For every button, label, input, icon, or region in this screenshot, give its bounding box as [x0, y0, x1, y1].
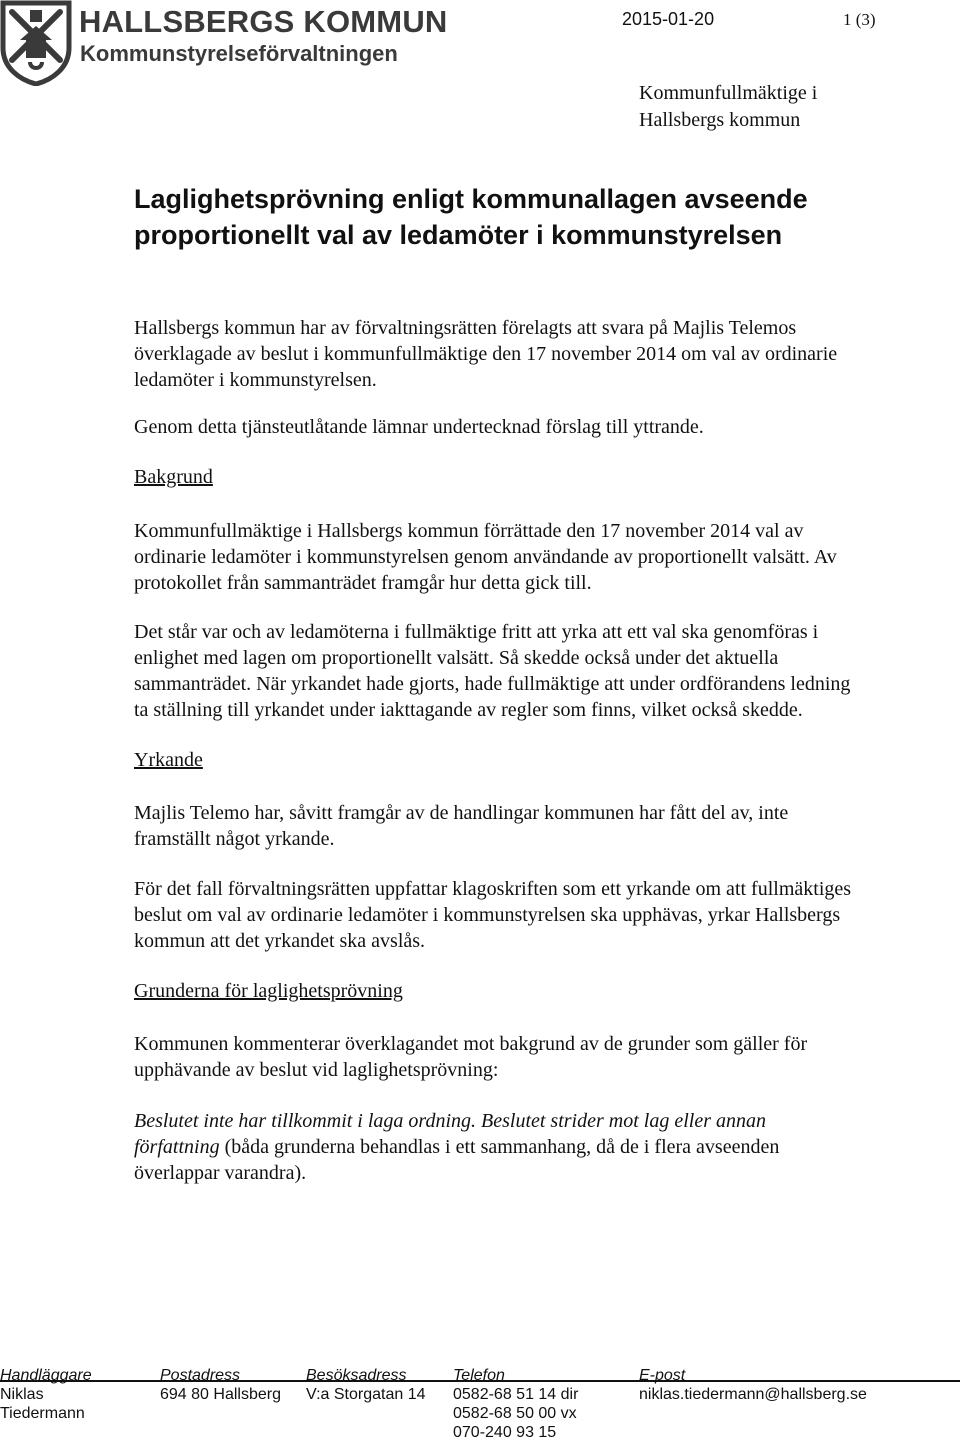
- footer-column-epost: [639, 1366, 867, 1404]
- italic-grounds: Beslutet inte har tillkommit i laga ordning. Beslutet strider mot lag eller annan författning: [134, 1110, 766, 1158]
- paragraph: Hallsbergs kommun har av förvaltningsrätten förelagts att svara på Majlis Telemos överklagade av beslut i kommunfullmäktige den 17 november 2014 om val av ordinarie ledamöter i kommunstyrelsen.: [134, 317, 838, 391]
- footer-value: Niklas: [0, 1386, 44, 1403]
- footer-value: V:a Storgatan 14: [306, 1386, 426, 1403]
- paragraph: Kommunen kommenterar överklagandet mot bakgrund av de grunder som gäller för upphävande av beslut vid laglighetsprövning:: [134, 1033, 808, 1081]
- section-heading-bakgrund: Bakgrund: [134, 466, 213, 488]
- email-link[interactable]: niklas.tiedermann@hallsberg.se: [639, 1386, 867, 1403]
- paragraph: [134, 1108, 854, 1186]
- footer-label: Besöksadress: [306, 1367, 407, 1384]
- organization-name: HALLSBERGS KOMMUN: [79, 4, 448, 39]
- paragraph: Det står var och av ledamöterna i fullmäktige fritt att yrka att ett val ska genomföras i enlighet med lagen om proportionellt valsätt. Så skedde också under det aktuella sammanträdet. När yrkandet hade gjorts, hade fullmäktige att under ordförandens ledning ta ställning till yrkandet under iakttagande av regler som finns, vilket också skedde.: [134, 621, 851, 721]
- paragraph: Kommunfullmäktige i Hallsbergs kommun förrättade den 17 november 2014 val av ordinarie ledamöter i kommunstyrelsen genom användande av proportionellt valsätt. Av protokollet från sammanträdet framgår hur detta gick till.: [134, 520, 837, 594]
- municipality-logo: [0, 0, 448, 92]
- paragraph-continuation: (båda grunderna behandlas i ett sammanhang, då de i flera avseenden överlappar varandra).: [134, 1136, 780, 1184]
- footer-label: E-post: [639, 1367, 686, 1384]
- document-body: [134, 315, 854, 1186]
- footer-column-telefon: [453, 1366, 578, 1442]
- page-number: 1 (3): [843, 10, 876, 29]
- paragraph: Majlis Telemo har, såvitt framgår av de handlingar kommunen har fått del av, inte framställt något yrkande.: [134, 802, 789, 850]
- footer-label: Handläggare: [0, 1367, 92, 1384]
- footer-value: Tiedermann: [0, 1405, 85, 1422]
- footer-value: 0582-68 50 00 vx: [453, 1405, 577, 1422]
- section-heading-yrkande: Yrkande: [134, 749, 203, 771]
- footer-label: Postadress: [160, 1367, 241, 1384]
- department-name: Kommunstyrelseförvaltningen: [80, 41, 398, 66]
- recipient-line: Hallsbergs kommun: [639, 109, 801, 131]
- footer-column-besoksadress: [306, 1366, 426, 1404]
- document-title: Laglighetsprövning enligt kommunallagen avseende proportionellt val av ledamöter i kommunstyrelsen: [134, 184, 808, 250]
- coat-of-arms-icon: [0, 0, 72, 86]
- recipient-line: Kommunfullmäktige i: [639, 82, 818, 104]
- paragraph: För det fall förvaltningsrätten uppfattar klagoskriften som ett yrkande om att fullmäktiges beslut om val av ordinarie ledamöter i kommunstyrelsen ska upphävas, yrkar Hallsbergs kommun att det yrkandet ska avslås.: [134, 878, 852, 952]
- footer-column-handlaggare: [0, 1366, 92, 1423]
- footer-value: 070-240 93 15: [453, 1424, 557, 1441]
- document-date: 2015-01-20: [622, 9, 715, 29]
- recipient-address: [639, 80, 817, 134]
- page-footer: [0, 1366, 960, 1441]
- paragraph: Genom detta tjänsteutlåtande lämnar undertecknad förslag till yttrande.: [134, 416, 704, 438]
- footer-label: Telefon: [453, 1367, 505, 1384]
- section-heading-grunderna: Grunderna för laglighetsprövning: [134, 980, 403, 1002]
- footer-value: 0582-68 51 14 dir: [453, 1386, 579, 1403]
- footer-value: 694 80 Hallsberg: [160, 1386, 281, 1403]
- footer-column-postadress: [160, 1366, 281, 1404]
